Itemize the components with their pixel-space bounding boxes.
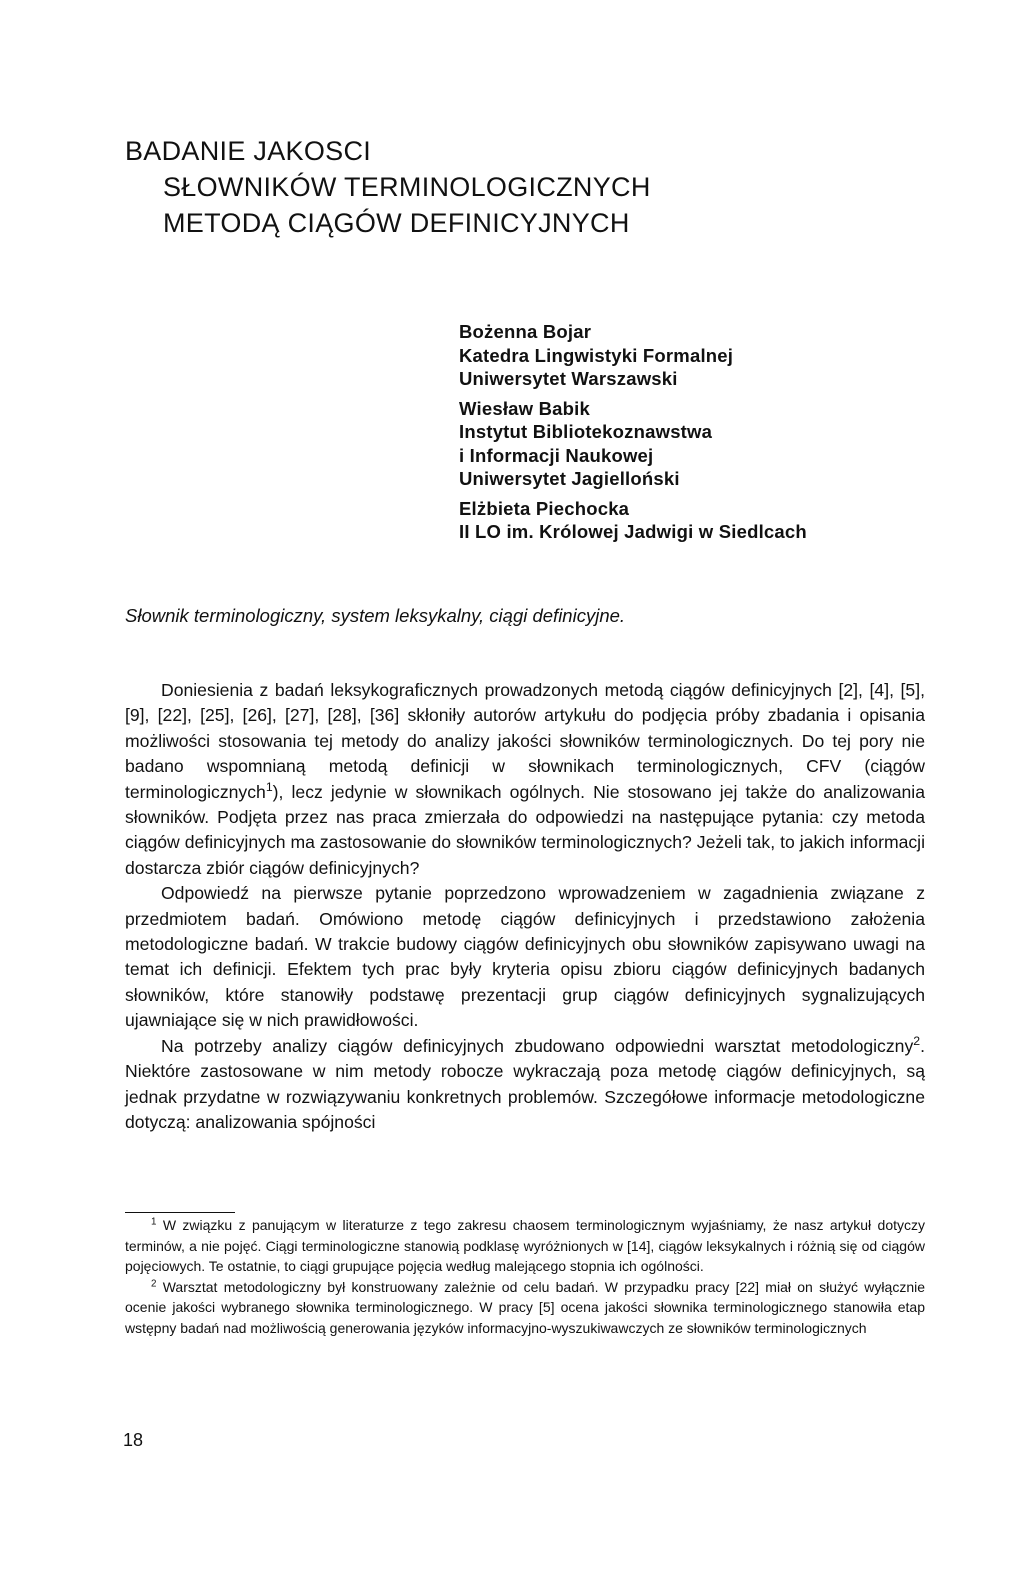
footnote-2-text: Warsztat metodologiczny był konstruowany zależnie od celu badań. W przypadku pracy [22] miał on służyć wyłącznie ocenie jakości wybranego słownika terminologicznego. W pracy [5] ocena jakości słownika terminologicznego stanowiła etap wstępny badań nad możliwością generowania języków informacyjno-wyszukiwawczych ze słowników terminologicznych: [125, 1278, 925, 1336]
title-line-2: SŁOWNIKÓW TERMINOLOGICZNYCH: [163, 172, 651, 202]
footnote-1-text: W związku z panującym w literaturze z tego zakresu chaosem terminologicznym wyjaśniamy, że nasz artykuł dotyczy terminów, a nie pojęć. Ciągi terminologiczne stanowią podklasę wyróżnionych w [14], ciągów leksykalnych i różnią się od ciągów pojęciowych. Te ostatnie, to ciągi grupujące pojęcia według malejącego stopnia ich ogólności.: [125, 1217, 925, 1275]
footnote-1-mark: 1: [151, 1216, 157, 1228]
author-name: Elżbieta Piechocka: [459, 497, 630, 519]
footnote-ref-1: 1: [265, 779, 273, 794]
title-line-1: BADANIE JAKOSCI: [125, 136, 372, 166]
author-affiliation: Katedra Lingwistyki Formalnej: [459, 344, 734, 366]
footnotes: [125, 1215, 925, 1339]
footnote-2: [125, 1277, 925, 1339]
paragraph-1-text: Doniesienia z badań leksykograficznych prowadzonych metodą ciągów definicyjnych [2], [4], [5], [9], [22], [25], [26], [27], [28], [36] skłoniły autorów artykułu do podjęcia próby zbadania i opisania możliwości stosowania tej metody do analizy jakości słowników terminologicznych. Do tej pory nie badano wspomnianą metodą definicji w słownikach terminologicznych, CFV (ciągów terminologicznych: [125, 680, 925, 802]
paragraph-1-text-cont: ), lecz jedynie w słownikach ogólnych. Nie stosowano jej także do analizowania słowników. Podjęta przez nas praca zmierzała do odpowiedzi na następujące pytania: czy metoda ciągów definicyjnych ma zastosowanie do słowników terminologicznych? Jeżeli tak, to jakich informacji dostarcza zbiór ciągów definicyjnych?: [125, 781, 925, 878]
author-affiliations: [459, 320, 807, 550]
article-title: [125, 133, 651, 241]
footnote-divider: [125, 1212, 235, 1213]
author-block-bojar: [459, 320, 807, 391]
paragraph-2: Odpowiedź na pierwsze pytanie poprzedzono wprowadzeniem w zagadnienia związane z przedmiotem badań. Omówiono metodę ciągów definicyjnych i przedstawiono założenia metodologiczne badań. W trakcie budowy ciągów definicyjnych obu słowników zapisywano uwagi na temat ich definicji. Efektem tych prac były kryteria opisu zbioru ciągów definicyjnych badanych słowników, które stanowiły podstawę prezentacji grup ciągów definicyjnych sygnalizujących ujawniające się w nich prawidłowości.: [125, 883, 925, 1031]
author-name: Bożenna Bojar: [459, 321, 592, 342]
paragraph-3-text-cont: . Niektóre zastosowane w nim metody robocze wykraczają poza metodę ciągów definicyjnych, są jednak przydatne w rozwiązywaniu konkretnych problemów. Szczegółowe informacje metodologiczne dotyczą: analizowania spójności: [125, 1035, 925, 1132]
author-affiliation: i Informacji Naukowej: [459, 444, 654, 466]
keywords: Słownik terminologiczny, system leksykalny, ciągi definicyjne.: [125, 605, 626, 626]
paragraph-3: [125, 1034, 925, 1136]
author-block-babik: [459, 397, 807, 491]
page-number: 18: [123, 1430, 144, 1450]
paragraph-3-text: Na potrzeby analizy ciągów definicyjnych zbudowano odpowiedni warsztat metodologiczny: [161, 1035, 914, 1056]
author-name: Wiesław Babik: [459, 397, 590, 419]
author-block-piechocka: [459, 497, 807, 544]
body-text: [125, 678, 925, 1135]
author-affiliation: Instytut Bibliotekoznawstwa: [459, 421, 713, 442]
author-affiliation: Uniwersytet Jagielloński: [459, 468, 680, 489]
footnote-2-mark: 2: [151, 1278, 157, 1290]
author-affiliation: Uniwersytet Warszawski: [459, 368, 678, 389]
title-line-3: METODĄ CIĄGÓW DEFINICYJNYCH: [163, 208, 630, 238]
author-affiliation: II LO im. Królowej Jadwigi w Siedlcach: [459, 521, 807, 542]
paragraph-1: [125, 678, 925, 881]
footnote-1: [125, 1215, 925, 1277]
footnote-ref-2: 2: [913, 1033, 921, 1048]
